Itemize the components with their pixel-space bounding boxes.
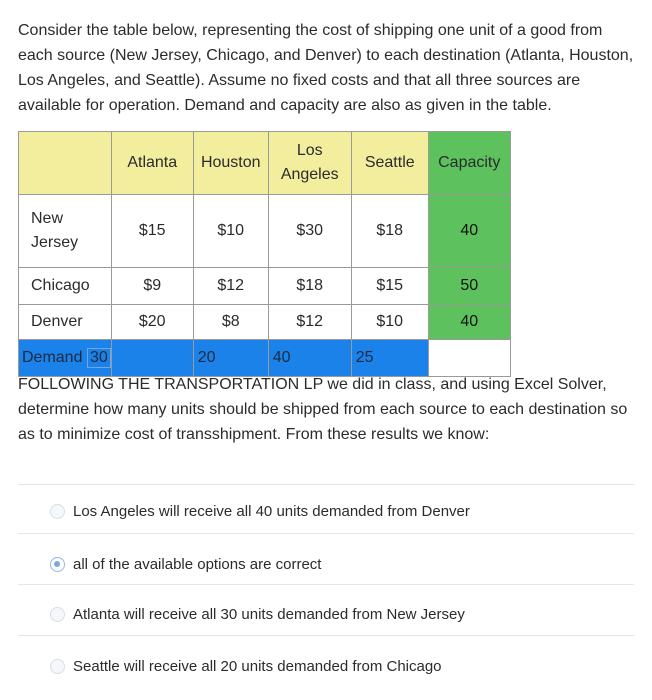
demand-atlanta-inline: 30	[87, 348, 111, 368]
option-label: Los Angeles will receive all 40 units demanded from Denver	[73, 503, 470, 520]
demand-blank-cell	[428, 340, 510, 377]
demand-cell-spacer	[111, 340, 193, 377]
option-divider	[18, 484, 634, 485]
table-row	[19, 305, 511, 340]
header-seattle: Seattle	[351, 132, 428, 195]
demand-row	[19, 340, 511, 377]
header-capacity: Capacity	[428, 132, 510, 195]
capacity-cell: 40	[428, 195, 510, 268]
option-divider	[18, 584, 634, 585]
radio-button[interactable]	[50, 607, 65, 622]
option-label: all of the available options are correct	[73, 556, 322, 573]
cost-cell: $8	[193, 305, 268, 340]
option-la-denver[interactable]	[50, 503, 470, 520]
demand-cell: 40	[268, 340, 351, 377]
option-all-correct[interactable]	[50, 556, 321, 573]
row-source-denver: Denver	[19, 305, 112, 340]
capacity-cell: 50	[428, 268, 510, 305]
cost-cell: $18	[268, 268, 351, 305]
table-header-row	[19, 132, 511, 195]
option-seattle-chicago[interactable]	[50, 658, 442, 675]
cost-cell: $12	[193, 268, 268, 305]
option-divider	[18, 533, 634, 534]
question-intro: Consider the table below, representing the cost of shipping one unit of a good from each source (New Jersey, Chicago, and Denver) to each destination (Atlanta, Houston, Los Angeles, and Seattle). Assume no fixed costs and that all three sources are available for operation. Demand and capacity are also as given in the table.	[18, 22, 634, 114]
demand-cell: 20	[193, 340, 268, 377]
option-label: Seattle will receive all 20 units demanded from Chicago	[73, 658, 442, 675]
option-divider	[18, 635, 634, 636]
table-row	[19, 268, 511, 305]
radio-button[interactable]	[50, 504, 65, 519]
question-followup: FOLLOWING THE TRANSPORTATION LP we did in class, and using Excel Solver, determine how many units should be shipped from each source to each destination so as to minimize cost of transshipment. From these results we know:	[18, 376, 628, 443]
cost-cell: $15	[111, 195, 193, 268]
cost-cell: $20	[111, 305, 193, 340]
demand-label	[19, 340, 112, 377]
demand-cell: 25	[351, 340, 428, 377]
demand-label-text: Demand	[22, 349, 83, 366]
option-atlanta-nj[interactable]	[50, 606, 465, 623]
row-source-new-jersey: New Jersey	[19, 195, 112, 268]
cost-cell: $9	[111, 268, 193, 305]
header-los-angeles: Los Angeles	[268, 132, 351, 195]
radio-button[interactable]	[50, 659, 65, 674]
radio-button-selected[interactable]	[50, 557, 65, 572]
cost-cell: $18	[351, 195, 428, 268]
cost-cell: $10	[193, 195, 268, 268]
cost-cell: $12	[268, 305, 351, 340]
table-row	[19, 195, 511, 268]
cost-cell: $10	[351, 305, 428, 340]
row-source-chicago: Chicago	[19, 268, 112, 305]
header-houston: Houston	[193, 132, 268, 195]
header-corner	[19, 132, 112, 195]
option-label: Atlanta will receive all 30 units demanded from New Jersey	[73, 606, 465, 623]
cost-cell: $30	[268, 195, 351, 268]
header-atlanta: Atlanta	[111, 132, 193, 195]
shipping-cost-table	[18, 131, 511, 377]
cost-cell: $15	[351, 268, 428, 305]
capacity-cell: 40	[428, 305, 510, 340]
